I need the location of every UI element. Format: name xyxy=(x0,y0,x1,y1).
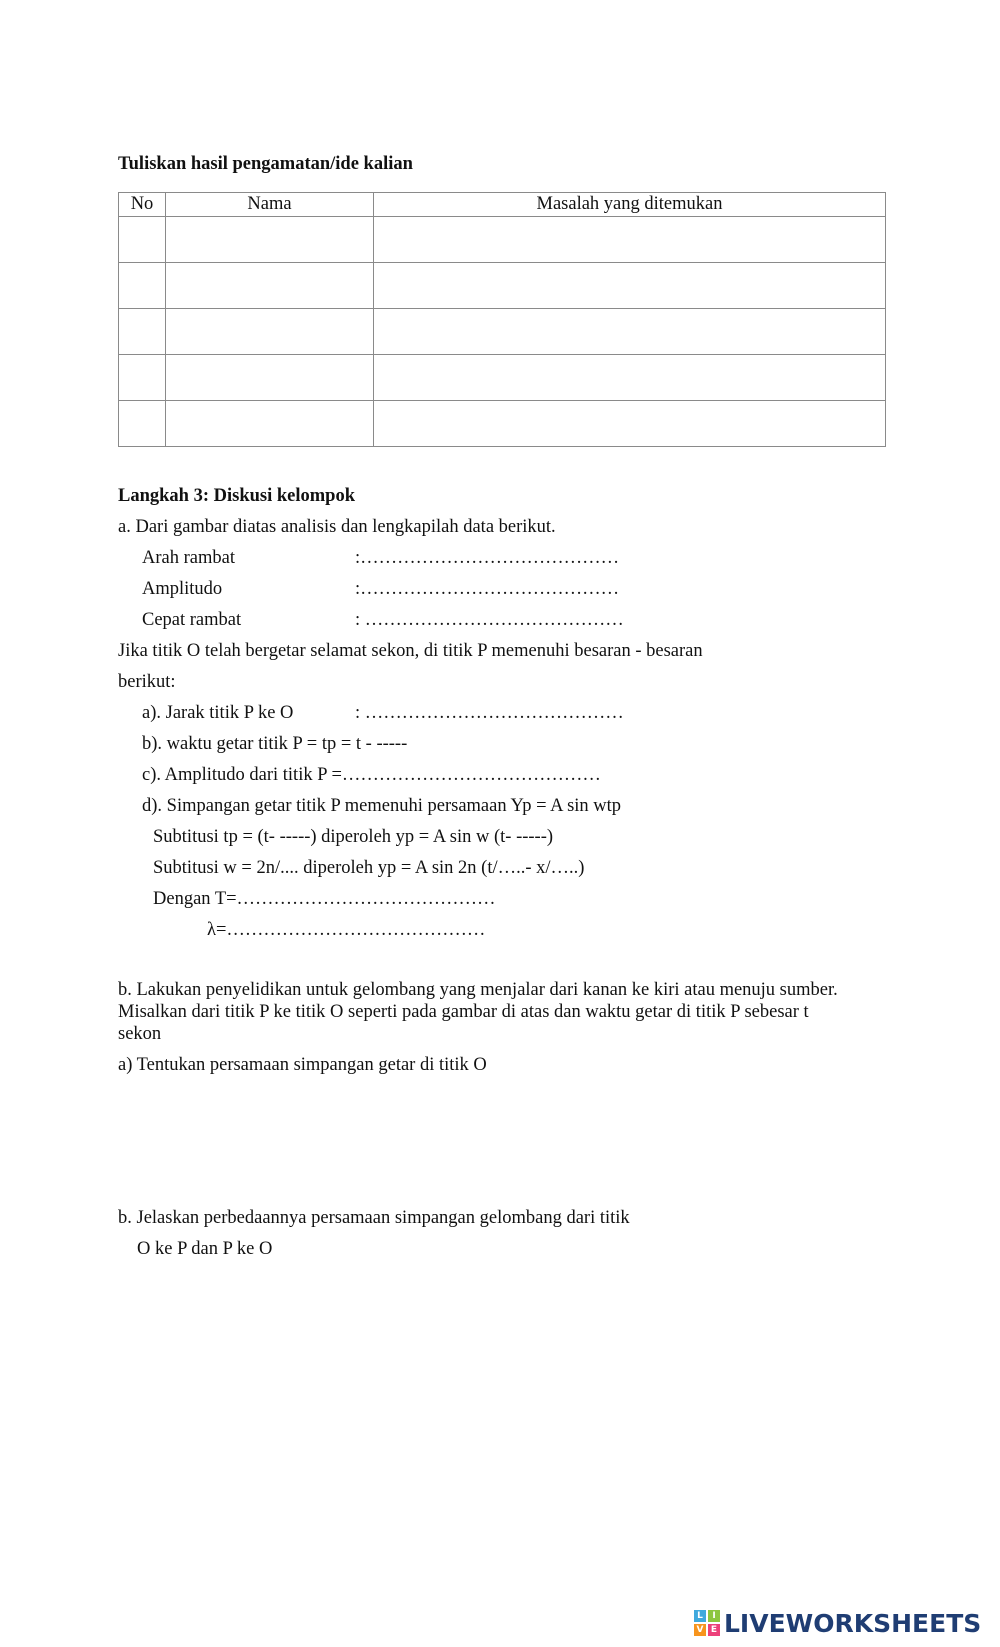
field-blank-arah-rambat[interactable]: :…………………………………… xyxy=(355,548,620,568)
discussion-title: Langkah 3: Diskusi kelompok xyxy=(118,486,355,506)
cell-nama[interactable] xyxy=(166,309,374,355)
cell-nama[interactable] xyxy=(166,263,374,309)
paragraph-line-1: Jika titik O telah bergetar selamat sekon, di titik P memenuhi besaran - besaran xyxy=(118,641,703,661)
dengan-period: Dengan T=…………………………………… xyxy=(153,889,496,909)
item-a-blank[interactable]: : …………………………………… xyxy=(355,703,624,723)
field-blank-cepat-rambat[interactable]: : …………………………………… xyxy=(355,610,624,630)
field-label-cepat-rambat: Cepat rambat xyxy=(142,610,242,630)
logo-tiles-icon xyxy=(694,1610,720,1636)
item-a-label: a). Jarak titik P ke O xyxy=(142,703,294,723)
liveworksheets-logo xyxy=(694,1608,981,1638)
table-row xyxy=(119,401,886,447)
field-blank-amplitudo[interactable]: :…………………………………… xyxy=(355,579,620,599)
cell-no[interactable] xyxy=(119,401,166,447)
substitution-line-2: Subtitusi w = 2n/.... diperoleh yp = A sin 2n (t/…..- x/…..) xyxy=(153,858,585,878)
part-b-question-b-line-2: O ke P dan P ke O xyxy=(137,1239,273,1259)
table-row xyxy=(119,355,886,401)
substitution-line-1: Subtitusi tp = (t- -----) diperoleh yp = A sin w (t- -----) xyxy=(153,827,554,847)
logo-tile: I xyxy=(708,1610,720,1622)
field-label-amplitudo: Amplitudo xyxy=(142,579,223,599)
header-nama: Nama xyxy=(166,193,374,217)
part-b-line-3: sekon xyxy=(118,1024,162,1044)
cell-nama[interactable] xyxy=(166,217,374,263)
logo-tile: V xyxy=(694,1624,706,1636)
logo-text: LIVEWORKSHEETS xyxy=(724,1608,982,1638)
cell-nama[interactable] xyxy=(166,355,374,401)
part-b-question-b-line-1: b. Jelaskan perbedaannya persamaan simpangan gelombang dari titik xyxy=(118,1208,630,1228)
table-row xyxy=(119,309,886,355)
cell-no[interactable] xyxy=(119,309,166,355)
item-c: c). Amplitudo dari titik P =…………………………………… xyxy=(142,765,601,785)
part-b-line-1: b. Lakukan penyelidikan untuk gelombang yang menjalar dari kanan ke kiri atau menuju sumber. xyxy=(118,980,838,1000)
paragraph-line-2: berikut: xyxy=(118,672,176,692)
cell-masalah[interactable] xyxy=(374,355,886,401)
logo-tile: E xyxy=(708,1624,720,1636)
cell-masalah[interactable] xyxy=(374,263,886,309)
header-no: No xyxy=(119,193,166,217)
item-b: b). waktu getar titik P = tp = t - ----- xyxy=(142,734,408,754)
part-b-line-2: Misalkan dari titik P ke titik O seperti pada gambar di atas dan waktu getar di titik P sebesar t xyxy=(118,1002,809,1022)
cell-masalah[interactable] xyxy=(374,217,886,263)
header-masalah: Masalah yang ditemukan xyxy=(374,193,886,217)
part-a-intro: a. Dari gambar diatas analisis dan lengkapilah data berikut. xyxy=(118,517,556,537)
cell-no[interactable] xyxy=(119,355,166,401)
logo-tile: L xyxy=(694,1610,706,1622)
part-b-question-a: a) Tentukan persamaan simpangan getar di titik O xyxy=(118,1055,487,1075)
table-row xyxy=(119,263,886,309)
cell-masalah[interactable] xyxy=(374,401,886,447)
lambda-line: λ=…………………………………… xyxy=(207,920,486,940)
observation-table xyxy=(118,192,886,447)
observation-title: Tuliskan hasil pengamatan/ide kalian xyxy=(118,154,413,174)
field-label-arah-rambat: Arah rambat xyxy=(142,548,235,568)
cell-no[interactable] xyxy=(119,217,166,263)
table-row xyxy=(119,217,886,263)
cell-nama[interactable] xyxy=(166,401,374,447)
cell-no[interactable] xyxy=(119,263,166,309)
table-header-row xyxy=(119,193,886,217)
item-d: d). Simpangan getar titik P memenuhi persamaan Yp = A sin wtp xyxy=(142,796,622,816)
cell-masalah[interactable] xyxy=(374,309,886,355)
